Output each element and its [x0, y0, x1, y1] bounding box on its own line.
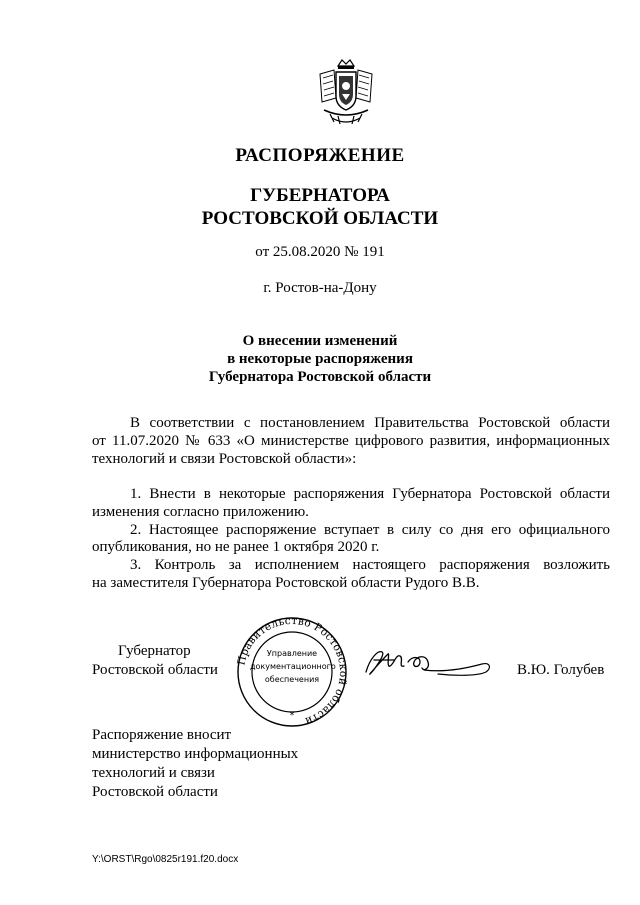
subject-line-2: в некоторые распоряжения — [227, 351, 413, 367]
seal-inner-line-1: Управление — [266, 649, 318, 658]
item-3-line-2: на заместителя Губернатора Ростовской области Рудого В.В. — [92, 574, 480, 591]
item-2-line-1: 2. Настоящее распоряжение вступает в силу со дня его официального — [130, 521, 610, 538]
preamble-paragraph — [92, 415, 610, 468]
submitter-block — [92, 726, 298, 802]
preamble-line-2: от 11.07.2020 № 633 «О министерстве цифрового развития, информационных — [92, 432, 610, 449]
file-path-footer: Y:\ORST\Rgo\0825r191.f20.docx — [92, 854, 239, 865]
issuer-line-1: ГУБЕРНАТОРА — [250, 185, 390, 206]
submitter-line-1: Распоряжение вносит — [92, 727, 232, 743]
coat-of-arms-icon — [314, 58, 378, 126]
seal-inner-text — [250, 647, 334, 686]
handwritten-signature — [360, 640, 495, 684]
submitter-line-3: технологий и связи — [92, 765, 215, 781]
signatory-position-line-2: Ростовской области — [92, 662, 218, 678]
svg-text:Правительство Ростовской облас: Правительство Ростовской области — [235, 617, 350, 727]
document-type-title: РАСПОРЯЖЕНИЕ — [235, 145, 405, 166]
preamble-line-1: В соответствии с постановлением Правительства Ростовской области — [130, 415, 610, 431]
submitter-line-4: Ростовской области — [92, 784, 218, 800]
subject-line-3: Губернатора Ростовской области — [208, 369, 432, 385]
numbered-items — [92, 486, 610, 593]
official-seal — [229, 617, 355, 727]
item-2-line-2: опубликования, но не ранее 1 октября 2020 г. — [92, 539, 380, 556]
signature-icon — [360, 640, 495, 684]
signatory-name: В.Ю. Голубев — [517, 662, 605, 678]
document-city: г. Ростов-на-Дону — [263, 280, 377, 296]
subject-line-1: О внесении изменений — [242, 333, 398, 349]
issuer-line-2: РОСТОВСКОЙ ОБЛАСТИ — [201, 208, 439, 229]
preamble-line-3: технологий и связи Ростовской области»: — [92, 450, 357, 467]
seal-inner-line-3: обеспечения — [264, 675, 320, 684]
item-1-line-2: изменения согласно приложению. — [92, 503, 309, 520]
item-1-line-1: 1. Внести в некоторые распоряжения Губернатора Ростовской области — [130, 486, 610, 502]
submitter-line-2: министерство информационных — [92, 746, 299, 762]
item-3-line-1: 3. Контроль за исполнением настоящего распоряжения возложить — [130, 557, 610, 574]
coat-of-arms-emblem — [314, 58, 378, 126]
seal-inner-line-2: документационного — [250, 662, 336, 671]
document-date-number: от 25.08.2020 № 191 — [255, 244, 385, 260]
svg-text:*: * — [289, 711, 295, 721]
signatory-position-line-1: Губернатор — [118, 643, 191, 659]
